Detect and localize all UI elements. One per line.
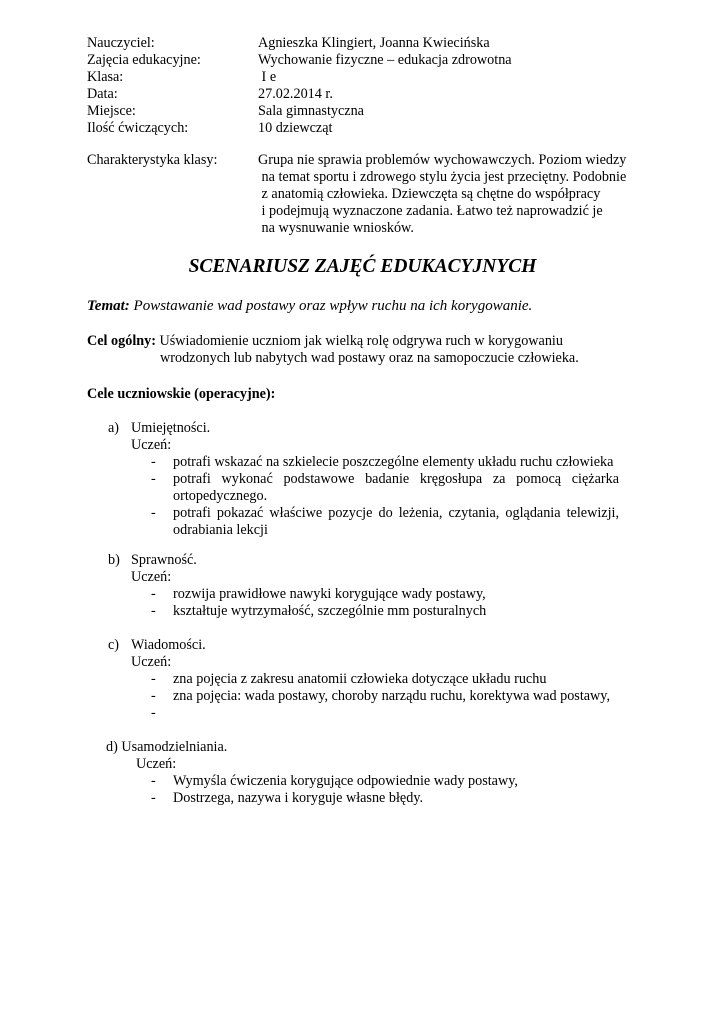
lesson-info: [87, 35, 512, 137]
info-label: Nauczyciel:: [87, 35, 155, 51]
item-text: Dostrzega, nazywa i koryguje własne błędy.: [173, 790, 424, 806]
item-text: potrafi wskazać na szkielecie poszczególne elementy układu ruchu człowieka: [173, 454, 614, 470]
info-label: Klasa:: [87, 69, 124, 85]
info-label: Ilość ćwiczących:: [87, 120, 189, 136]
page-title: SCENARIUSZ ZAJĘĆ EDUKACYJNYCH: [188, 256, 537, 277]
list-item: [151, 773, 619, 790]
characteristics-line: na temat sportu i zdrowego stylu życia jest przeciętny. Podobnie: [258, 169, 627, 185]
characteristics-line: i podejmują wyznaczone zadania. Łatwo też naprowadzić je: [258, 203, 603, 219]
section-title: d) Usamodzielniania.: [106, 739, 228, 755]
info-label: Data:: [87, 86, 118, 102]
info-value: Wychowanie fizyczne – edukacja zdrowotna: [258, 52, 512, 68]
section-subject: Uczeń:: [131, 654, 172, 670]
topic-text: Powstawanie wad postawy oraz wpływ ruchu na ich korygowanie.: [129, 298, 533, 314]
info-value: I e: [258, 69, 277, 85]
info-value: Agnieszka Klingiert, Joanna Kwiecińska: [258, 35, 490, 51]
list-item: [151, 790, 619, 807]
dash: -: [151, 454, 156, 470]
dash: -: [151, 773, 156, 789]
list-item: [151, 603, 619, 620]
characteristics-line: Grupa nie sprawia problemów wychowawczych. Poziom wiedzy: [258, 152, 627, 168]
section-skills: [108, 420, 619, 539]
item-text: zna pojęcia: wada postawy, choroby narządu ruchu, korektywa wad postawy,: [173, 688, 611, 704]
section-subject: Uczeń:: [131, 569, 172, 585]
item-text: Wymyśla ćwiczenia korygujące odpowiednie wady postawy,: [173, 773, 518, 789]
item-text: potrafi wykonać podstawowe badanie kręgosłupa za pomocą ciężarka ortopedycznego.: [173, 471, 619, 504]
section-title: Sprawność.: [131, 552, 197, 568]
goal-line-2: wrodzonych lub nabytych wad postawy oraz na samopoczucie człowieka.: [160, 350, 579, 366]
info-value: 10 dziewcząt: [258, 120, 333, 136]
info-row-date: [87, 86, 512, 103]
section-independence: [106, 739, 619, 807]
class-characteristics: [87, 152, 648, 237]
characteristics-text: [258, 152, 648, 237]
list-item: [151, 586, 619, 603]
goal-line-1: Uświadomienie uczniom jak wielką rolę odgrywa ruch w korygowaniu: [155, 333, 563, 349]
lesson-topic: [87, 298, 532, 315]
section-title: Umiejętności.: [131, 420, 211, 436]
section-knowledge: [108, 637, 619, 722]
list-item: [151, 505, 619, 539]
section-subject: Uczeń:: [131, 437, 172, 453]
list-item: [151, 454, 619, 471]
general-goal: [87, 333, 579, 367]
dash: -: [151, 471, 156, 487]
info-row-class: [87, 69, 512, 86]
section-fitness: [108, 552, 619, 620]
dash: -: [151, 688, 156, 704]
section-letter: b): [108, 552, 120, 568]
section-letter: a): [108, 420, 120, 436]
info-label: Miejsce:: [87, 103, 136, 119]
dash: -: [151, 790, 156, 806]
info-row-classes: [87, 52, 512, 69]
dash: -: [151, 705, 156, 721]
info-row-participants: [87, 120, 512, 137]
dash: -: [151, 586, 156, 602]
info-value: 27.02.2014 r.: [258, 86, 333, 102]
list-item: [151, 705, 619, 722]
list-item: [151, 671, 619, 688]
item-text: kształtuje wytrzymałość, szczególnie mm posturalnych: [173, 603, 487, 619]
operational-goals-heading: Cele uczniowskie (operacyjne):: [87, 386, 276, 402]
info-row-teacher: [87, 35, 512, 52]
item-text: zna pojęcia z zakresu anatomii człowieka dotyczące układu ruchu: [173, 671, 547, 687]
characteristics-line: na wysnuwanie wniosków.: [258, 220, 414, 236]
section-title: Wiadomości.: [131, 637, 206, 653]
goal-label: Cel ogólny:: [87, 333, 156, 349]
characteristics-line: z anatomią człowieka. Dziewczęta są chętne do współpracy: [258, 186, 601, 202]
dash: -: [151, 505, 156, 521]
section-subject: Uczeń:: [136, 756, 177, 772]
dash: -: [151, 603, 156, 619]
characteristics-label: Charakterystyka klasy:: [87, 152, 218, 168]
list-item: [151, 471, 619, 505]
info-label: Zajęcia edukacyjne:: [87, 52, 201, 68]
item-text: potrafi pokazać właściwe pozycje do leżenia, czytania, oglądania telewizji, odrabiania lekcji: [173, 505, 619, 538]
list-item: [151, 688, 619, 705]
dash: -: [151, 671, 156, 687]
section-letter: c): [108, 637, 120, 653]
topic-label: Temat:: [87, 298, 130, 314]
item-text: [173, 705, 619, 722]
info-row-place: [87, 103, 512, 120]
info-value: Sala gimnastyczna: [258, 103, 364, 119]
item-text: rozwija prawidłowe nawyki korygujące wady postawy,: [173, 586, 486, 602]
